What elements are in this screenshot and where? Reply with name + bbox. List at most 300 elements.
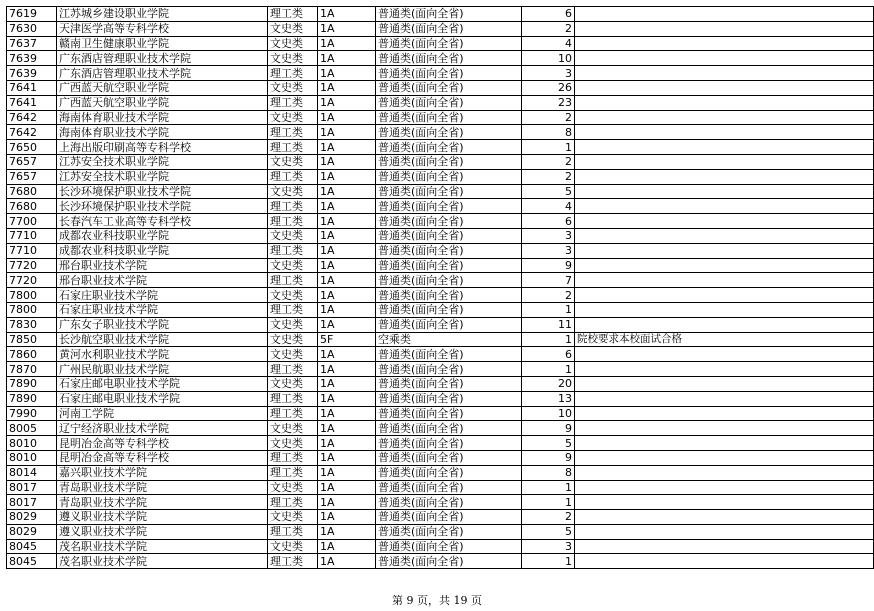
plan-count-cell: 6 (522, 7, 575, 22)
batch-code-cell: 1A (318, 554, 376, 569)
school-name-cell: 长沙环境保护职业技术学院 (57, 199, 268, 214)
school-name-cell: 成都农业科技职业学院 (57, 243, 268, 258)
subject-type-cell: 理工类 (268, 524, 318, 539)
category-cell: 普通类(面向全省) (376, 51, 522, 66)
remark-cell (575, 524, 874, 539)
category-cell: 空乘类 (376, 332, 522, 347)
batch-code-cell: 1A (318, 140, 376, 155)
batch-code-cell: 1A (318, 450, 376, 465)
plan-count-cell: 3 (522, 66, 575, 81)
category-cell: 普通类(面向全省) (376, 184, 522, 199)
table-row (7, 125, 874, 140)
remark-cell: 院校要求本校面试合格 (575, 332, 874, 347)
remark-cell (575, 36, 874, 51)
subject-type-cell: 理工类 (268, 450, 318, 465)
table-body (7, 7, 874, 569)
school-name-cell: 石家庄邮电职业技术学院 (57, 391, 268, 406)
school-code-cell: 7720 (7, 273, 57, 288)
table-row (7, 21, 874, 36)
table-row (7, 391, 874, 406)
subject-type-cell: 理工类 (268, 140, 318, 155)
plan-count-cell: 3 (522, 243, 575, 258)
plan-count-cell: 1 (522, 140, 575, 155)
category-cell: 普通类(面向全省) (376, 95, 522, 110)
school-code-cell: 8010 (7, 450, 57, 465)
school-name-cell: 赣南卫生健康职业学院 (57, 36, 268, 51)
remark-cell (575, 288, 874, 303)
subject-type-cell: 文史类 (268, 376, 318, 391)
school-code-cell: 7650 (7, 140, 57, 155)
batch-code-cell: 1A (318, 125, 376, 140)
remark-cell (575, 199, 874, 214)
table-row (7, 169, 874, 184)
school-name-cell: 长春汽车工业高等专科学校 (57, 214, 268, 229)
table-row (7, 495, 874, 510)
subject-type-cell: 理工类 (268, 199, 318, 214)
plan-count-cell: 8 (522, 465, 575, 480)
school-name-cell: 茂名职业技术学院 (57, 539, 268, 554)
plan-count-cell: 1 (522, 480, 575, 495)
remark-cell (575, 243, 874, 258)
batch-code-cell: 1A (318, 539, 376, 554)
table-row (7, 258, 874, 273)
remark-cell (575, 421, 874, 436)
table-row (7, 539, 874, 554)
table-row (7, 36, 874, 51)
subject-type-cell: 理工类 (268, 66, 318, 81)
subject-type-cell: 文史类 (268, 21, 318, 36)
category-cell: 普通类(面向全省) (376, 36, 522, 51)
category-cell: 普通类(面向全省) (376, 391, 522, 406)
school-name-cell: 长沙航空职业技术学院 (57, 332, 268, 347)
enrollment-table (6, 6, 874, 569)
table-row (7, 273, 874, 288)
plan-count-cell: 9 (522, 258, 575, 273)
plan-count-cell: 1 (522, 362, 575, 377)
batch-code-cell: 1A (318, 421, 376, 436)
category-cell: 普通类(面向全省) (376, 554, 522, 569)
plan-count-cell: 5 (522, 184, 575, 199)
batch-code-cell: 1A (318, 169, 376, 184)
plan-count-cell: 11 (522, 317, 575, 332)
subject-type-cell: 理工类 (268, 495, 318, 510)
school-name-cell: 昆明冶金高等专科学校 (57, 436, 268, 451)
remark-cell (575, 436, 874, 451)
remark-cell (575, 450, 874, 465)
subject-type-cell: 文史类 (268, 288, 318, 303)
category-cell: 普通类(面向全省) (376, 66, 522, 81)
remark-cell (575, 80, 874, 95)
school-code-cell: 7639 (7, 66, 57, 81)
batch-code-cell: 1A (318, 495, 376, 510)
school-name-cell: 遵义职业技术学院 (57, 524, 268, 539)
school-code-cell: 8029 (7, 510, 57, 525)
category-cell: 普通类(面向全省) (376, 376, 522, 391)
plan-count-cell: 2 (522, 110, 575, 125)
remark-cell (575, 376, 874, 391)
school-name-cell: 成都农业科技职业学院 (57, 228, 268, 243)
table-row (7, 80, 874, 95)
school-code-cell: 7850 (7, 332, 57, 347)
remark-cell (575, 347, 874, 362)
school-name-cell: 石家庄职业技术学院 (57, 302, 268, 317)
school-code-cell: 7710 (7, 228, 57, 243)
batch-code-cell: 1A (318, 66, 376, 81)
school-code-cell: 7680 (7, 184, 57, 199)
page-number: 第 9 页，共 19 页 (392, 594, 482, 607)
school-code-cell: 7641 (7, 95, 57, 110)
table-row (7, 184, 874, 199)
subject-type-cell: 理工类 (268, 302, 318, 317)
school-name-cell: 天津医学高等专科学校 (57, 21, 268, 36)
school-name-cell: 邢台职业技术学院 (57, 258, 268, 273)
batch-code-cell: 1A (318, 465, 376, 480)
category-cell: 普通类(面向全省) (376, 228, 522, 243)
remark-cell (575, 273, 874, 288)
batch-code-cell: 1A (318, 7, 376, 22)
table-row (7, 288, 874, 303)
remark-cell (575, 110, 874, 125)
school-name-cell: 长沙环境保护职业技术学院 (57, 184, 268, 199)
table-row (7, 376, 874, 391)
category-cell: 普通类(面向全省) (376, 80, 522, 95)
batch-code-cell: 1A (318, 228, 376, 243)
school-code-cell: 8014 (7, 465, 57, 480)
subject-type-cell: 文史类 (268, 110, 318, 125)
plan-count-cell: 4 (522, 36, 575, 51)
school-code-cell: 7830 (7, 317, 57, 332)
subject-type-cell: 文史类 (268, 258, 318, 273)
school-name-cell: 茂名职业技术学院 (57, 554, 268, 569)
subject-type-cell: 理工类 (268, 125, 318, 140)
category-cell: 普通类(面向全省) (376, 480, 522, 495)
table-row (7, 199, 874, 214)
batch-code-cell: 1A (318, 273, 376, 288)
table-row (7, 347, 874, 362)
school-code-cell: 7720 (7, 258, 57, 273)
school-name-cell: 上海出版印刷高等专科学校 (57, 140, 268, 155)
category-cell: 普通类(面向全省) (376, 7, 522, 22)
category-cell: 普通类(面向全省) (376, 140, 522, 155)
school-name-cell: 青岛职业技术学院 (57, 480, 268, 495)
school-name-cell: 昆明冶金高等专科学校 (57, 450, 268, 465)
table-row (7, 140, 874, 155)
plan-count-cell: 3 (522, 228, 575, 243)
school-name-cell: 黄河水利职业技术学院 (57, 347, 268, 362)
remark-cell (575, 391, 874, 406)
category-cell: 普通类(面向全省) (376, 524, 522, 539)
category-cell: 普通类(面向全省) (376, 273, 522, 288)
remark-cell (575, 154, 874, 169)
school-name-cell: 石家庄邮电职业技术学院 (57, 376, 268, 391)
batch-code-cell: 1A (318, 184, 376, 199)
category-cell: 普通类(面向全省) (376, 258, 522, 273)
remark-cell (575, 214, 874, 229)
school-code-cell: 7641 (7, 80, 57, 95)
school-code-cell: 8045 (7, 539, 57, 554)
plan-count-cell: 2 (522, 154, 575, 169)
batch-code-cell: 1A (318, 36, 376, 51)
category-cell: 普通类(面向全省) (376, 214, 522, 229)
subject-type-cell: 理工类 (268, 391, 318, 406)
category-cell: 普通类(面向全省) (376, 125, 522, 140)
plan-count-cell: 23 (522, 95, 575, 110)
category-cell: 普通类(面向全省) (376, 317, 522, 332)
subject-type-cell: 文史类 (268, 421, 318, 436)
subject-type-cell: 理工类 (268, 7, 318, 22)
table-row (7, 214, 874, 229)
remark-cell (575, 317, 874, 332)
batch-code-cell: 1A (318, 510, 376, 525)
subject-type-cell: 文史类 (268, 51, 318, 66)
school-name-cell: 石家庄职业技术学院 (57, 288, 268, 303)
school-name-cell: 江苏安全技术职业学院 (57, 154, 268, 169)
plan-count-cell: 6 (522, 214, 575, 229)
subject-type-cell: 理工类 (268, 406, 318, 421)
remark-cell (575, 66, 874, 81)
subject-type-cell: 理工类 (268, 95, 318, 110)
plan-count-cell: 10 (522, 51, 575, 66)
school-name-cell: 海南体育职业技术学院 (57, 110, 268, 125)
plan-count-cell: 1 (522, 332, 575, 347)
batch-code-cell: 1A (318, 214, 376, 229)
batch-code-cell: 1A (318, 154, 376, 169)
school-name-cell: 遵义职业技术学院 (57, 510, 268, 525)
remark-cell (575, 554, 874, 569)
remark-cell (575, 362, 874, 377)
subject-type-cell: 文史类 (268, 436, 318, 451)
school-code-cell: 8017 (7, 495, 57, 510)
category-cell: 普通类(面向全省) (376, 243, 522, 258)
school-name-cell: 广东女子职业技术学院 (57, 317, 268, 332)
school-name-cell: 海南体育职业技术学院 (57, 125, 268, 140)
school-code-cell: 7657 (7, 154, 57, 169)
school-code-cell: 7890 (7, 376, 57, 391)
category-cell: 普通类(面向全省) (376, 199, 522, 214)
plan-count-cell: 26 (522, 80, 575, 95)
category-cell: 普通类(面向全省) (376, 288, 522, 303)
plan-count-cell: 2 (522, 21, 575, 36)
school-code-cell: 7642 (7, 110, 57, 125)
remark-cell (575, 258, 874, 273)
plan-count-cell: 3 (522, 539, 575, 554)
school-code-cell: 7990 (7, 406, 57, 421)
school-name-cell: 嘉兴职业技术学院 (57, 465, 268, 480)
plan-count-cell: 10 (522, 406, 575, 421)
school-code-cell: 8010 (7, 436, 57, 451)
subject-type-cell: 文史类 (268, 228, 318, 243)
school-code-cell: 7680 (7, 199, 57, 214)
subject-type-cell: 文史类 (268, 347, 318, 362)
batch-code-cell: 1A (318, 347, 376, 362)
batch-code-cell: 1A (318, 21, 376, 36)
remark-cell (575, 480, 874, 495)
plan-count-cell: 1 (522, 302, 575, 317)
remark-cell (575, 184, 874, 199)
remark-cell (575, 125, 874, 140)
batch-code-cell: 1A (318, 480, 376, 495)
batch-code-cell: 1A (318, 199, 376, 214)
table-row (7, 465, 874, 480)
batch-code-cell: 1A (318, 258, 376, 273)
school-name-cell: 江苏安全技术职业学院 (57, 169, 268, 184)
school-name-cell: 广州民航职业技术学院 (57, 362, 268, 377)
school-code-cell: 7630 (7, 21, 57, 36)
category-cell: 普通类(面向全省) (376, 495, 522, 510)
school-code-cell: 8045 (7, 554, 57, 569)
table-row (7, 110, 874, 125)
subject-type-cell: 理工类 (268, 273, 318, 288)
school-name-cell: 河南工学院 (57, 406, 268, 421)
plan-count-cell: 2 (522, 510, 575, 525)
batch-code-cell: 1A (318, 95, 376, 110)
school-code-cell: 7657 (7, 169, 57, 184)
school-code-cell: 7637 (7, 36, 57, 51)
plan-count-cell: 2 (522, 169, 575, 184)
category-cell: 普通类(面向全省) (376, 362, 522, 377)
subject-type-cell: 文史类 (268, 80, 318, 95)
remark-cell (575, 140, 874, 155)
school-code-cell: 7800 (7, 302, 57, 317)
school-name-cell: 辽宁经济职业技术学院 (57, 421, 268, 436)
batch-code-cell: 1A (318, 391, 376, 406)
school-code-cell: 8005 (7, 421, 57, 436)
batch-code-cell: 1A (318, 362, 376, 377)
category-cell: 普通类(面向全省) (376, 450, 522, 465)
category-cell: 普通类(面向全省) (376, 21, 522, 36)
school-code-cell: 7890 (7, 391, 57, 406)
school-name-cell: 广东酒店管理职业技术学院 (57, 51, 268, 66)
plan-count-cell: 7 (522, 273, 575, 288)
table-row (7, 332, 874, 347)
school-code-cell: 7710 (7, 243, 57, 258)
batch-code-cell: 1A (318, 288, 376, 303)
batch-code-cell: 1A (318, 302, 376, 317)
plan-count-cell: 9 (522, 450, 575, 465)
table-row (7, 450, 874, 465)
category-cell: 普通类(面向全省) (376, 406, 522, 421)
category-cell: 普通类(面向全省) (376, 110, 522, 125)
table-row (7, 406, 874, 421)
remark-cell (575, 95, 874, 110)
plan-count-cell: 6 (522, 347, 575, 362)
table-row (7, 228, 874, 243)
subject-type-cell: 理工类 (268, 169, 318, 184)
remark-cell (575, 302, 874, 317)
plan-count-cell: 5 (522, 436, 575, 451)
school-name-cell: 邢台职业技术学院 (57, 273, 268, 288)
table-row (7, 421, 874, 436)
table-row (7, 302, 874, 317)
remark-cell (575, 406, 874, 421)
category-cell: 普通类(面向全省) (376, 421, 522, 436)
table-row (7, 51, 874, 66)
subject-type-cell: 文史类 (268, 154, 318, 169)
remark-cell (575, 539, 874, 554)
category-cell: 普通类(面向全省) (376, 154, 522, 169)
category-cell: 普通类(面向全省) (376, 169, 522, 184)
subject-type-cell: 文史类 (268, 184, 318, 199)
remark-cell (575, 510, 874, 525)
remark-cell (575, 495, 874, 510)
school-code-cell: 7870 (7, 362, 57, 377)
subject-type-cell: 理工类 (268, 362, 318, 377)
subject-type-cell: 文史类 (268, 539, 318, 554)
school-code-cell: 7639 (7, 51, 57, 66)
batch-code-cell: 1A (318, 51, 376, 66)
school-name-cell: 江苏城乡建设职业学院 (57, 7, 268, 22)
remark-cell (575, 169, 874, 184)
table-row (7, 7, 874, 22)
table-row (7, 66, 874, 81)
school-code-cell: 7642 (7, 125, 57, 140)
subject-type-cell: 文史类 (268, 36, 318, 51)
plan-count-cell: 1 (522, 554, 575, 569)
subject-type-cell: 文史类 (268, 510, 318, 525)
school-code-cell: 7800 (7, 288, 57, 303)
remark-cell (575, 21, 874, 36)
plan-count-cell: 2 (522, 288, 575, 303)
table-row (7, 154, 874, 169)
batch-code-cell: 1A (318, 110, 376, 125)
school-code-cell: 7700 (7, 214, 57, 229)
plan-count-cell: 20 (522, 376, 575, 391)
batch-code-cell: 1A (318, 317, 376, 332)
batch-code-cell: 1A (318, 524, 376, 539)
school-code-cell: 7619 (7, 7, 57, 22)
table-row (7, 243, 874, 258)
subject-type-cell: 理工类 (268, 465, 318, 480)
plan-count-cell: 4 (522, 199, 575, 214)
batch-code-cell: 1A (318, 376, 376, 391)
batch-code-cell: 1A (318, 436, 376, 451)
school-name-cell: 广西蓝天航空职业学院 (57, 80, 268, 95)
remark-cell (575, 7, 874, 22)
subject-type-cell: 理工类 (268, 243, 318, 258)
category-cell: 普通类(面向全省) (376, 539, 522, 554)
plan-count-cell: 5 (522, 524, 575, 539)
remark-cell (575, 228, 874, 243)
batch-code-cell: 1A (318, 406, 376, 421)
category-cell: 普通类(面向全省) (376, 436, 522, 451)
batch-code-cell: 5F (318, 332, 376, 347)
school-code-cell: 8017 (7, 480, 57, 495)
school-name-cell: 广东酒店管理职业技术学院 (57, 66, 268, 81)
plan-count-cell: 1 (522, 495, 575, 510)
school-code-cell: 8029 (7, 524, 57, 539)
subject-type-cell: 理工类 (268, 214, 318, 229)
remark-cell (575, 465, 874, 480)
plan-count-cell: 9 (522, 421, 575, 436)
table-row (7, 480, 874, 495)
school-code-cell: 7860 (7, 347, 57, 362)
table-row (7, 362, 874, 377)
table-row (7, 524, 874, 539)
school-name-cell: 广西蓝天航空职业学院 (57, 95, 268, 110)
subject-type-cell: 文史类 (268, 317, 318, 332)
category-cell: 普通类(面向全省) (376, 347, 522, 362)
table-row (7, 95, 874, 110)
school-name-cell: 青岛职业技术学院 (57, 495, 268, 510)
batch-code-cell: 1A (318, 243, 376, 258)
remark-cell (575, 51, 874, 66)
subject-type-cell: 文史类 (268, 332, 318, 347)
table-row (7, 436, 874, 451)
table-row (7, 510, 874, 525)
batch-code-cell: 1A (318, 80, 376, 95)
table-row (7, 554, 874, 569)
subject-type-cell: 理工类 (268, 554, 318, 569)
